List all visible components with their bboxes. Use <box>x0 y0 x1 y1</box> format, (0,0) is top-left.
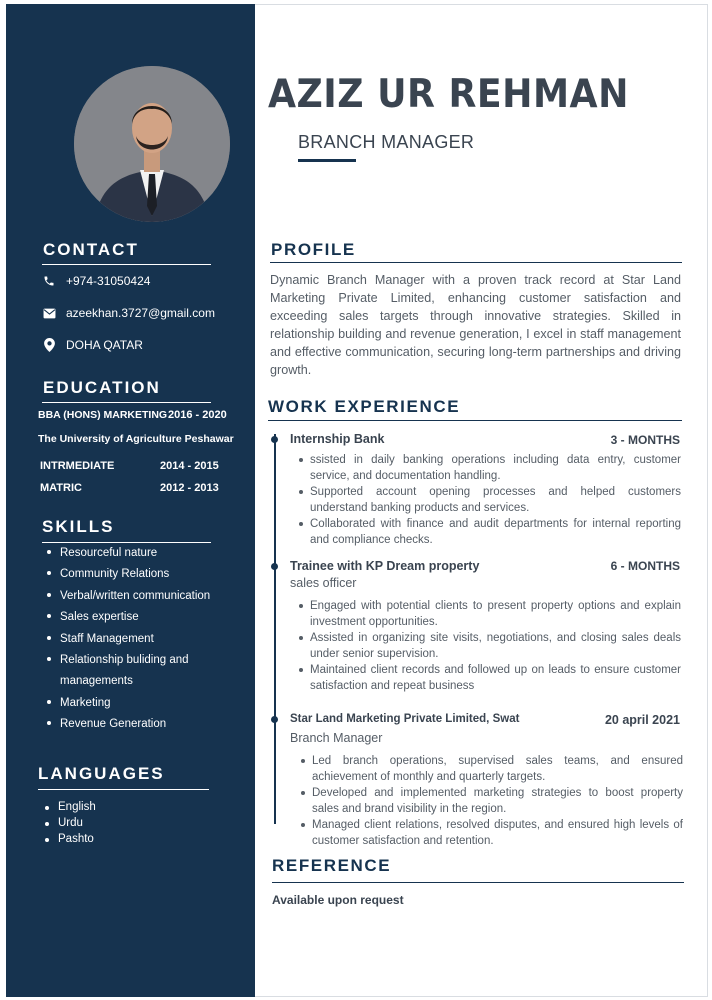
languages-heading: LANGUAGES <box>38 764 165 783</box>
profile-heading: PROFILE <box>271 240 356 259</box>
job-title: Internship Bank <box>290 432 385 446</box>
list-item: ssisted in daily banking operations including data entry, customer service, and documentation handling. <box>296 452 681 484</box>
education-university: The University of Agriculture Peshawar <box>38 433 234 445</box>
list-item: Resourceful nature <box>43 543 223 564</box>
job-bullets <box>296 452 681 548</box>
list-item: Assisted in organizing site visits, negotiations, and closing sales deals under senior supervision. <box>296 630 681 662</box>
education-heading: EDUCATION <box>43 378 161 397</box>
education-degree: BBA (HONS) MARKETING <box>38 409 168 421</box>
list-item: Community Relations <box>43 564 223 585</box>
job-bullets <box>298 753 683 849</box>
reference-divider <box>272 882 684 883</box>
phone-text: +974-31050424 <box>66 274 151 288</box>
list-item: Supported account opening processes and helped customers understand banking products and services. <box>296 484 681 516</box>
list-item: Collaborated with finance and audit departments for internal reporting and compliance checks. <box>296 516 681 548</box>
list-item: Relationship buliding and managements <box>43 650 193 693</box>
job-duration: 6 - MONTHS <box>610 559 680 573</box>
list-item: Managed client relations, resolved disputes, and ensured high levels of customer satisfaction and retention. <box>298 817 683 849</box>
candidate-title: BRANCH MANAGER <box>298 132 475 152</box>
profile-divider <box>270 262 682 263</box>
job-duration: 3 - MONTHS <box>610 433 680 447</box>
timeline-dot <box>271 716 278 723</box>
job-subtitle: sales officer <box>290 576 357 590</box>
list-item: Marketing <box>43 693 223 714</box>
skills-heading: SKILLS <box>42 517 115 536</box>
contact-location <box>42 338 143 352</box>
list-item: Sales expertise <box>43 607 223 628</box>
job-title: Star Land Marketing Private Limited, Swat <box>290 713 520 725</box>
contact-phone <box>42 274 150 288</box>
education-degree-years: 2016 - 2020 <box>168 409 227 421</box>
skills-list <box>43 543 223 736</box>
list-item: Engaged with potential clients to present property options and explain investment opportunities. <box>296 598 681 630</box>
list-item: Revenue Generation <box>43 714 223 735</box>
sidebar <box>6 4 255 997</box>
work-heading: WORK EXPERIENCE <box>268 397 461 416</box>
education-divider <box>42 402 211 403</box>
list-item: Maintained client records and followed up on leads to ensure customer satisfaction and repeat business <box>296 662 681 694</box>
title-underline <box>298 159 356 162</box>
education-inter-years: 2014 - 2015 <box>160 460 219 472</box>
languages-list <box>41 799 201 847</box>
phone-icon <box>42 274 56 288</box>
education-matric: MATRIC <box>40 482 82 494</box>
list-item: Staff Management <box>43 629 223 650</box>
timeline-dot <box>271 563 278 570</box>
education-matric-years: 2012 - 2013 <box>160 482 219 494</box>
education-inter: INTRMEDIATE <box>40 460 115 472</box>
contact-divider <box>42 264 211 265</box>
job-title: Trainee with KP Dream property <box>290 559 480 573</box>
mail-icon <box>42 306 56 320</box>
list-item: Pashto <box>41 831 201 847</box>
candidate-name: AZIZ UR REHMAN <box>268 72 629 117</box>
timeline-line <box>274 434 276 824</box>
contact-email <box>42 306 215 320</box>
reference-heading: REFERENCE <box>272 856 392 875</box>
location-text: DOHA QATAR <box>66 338 143 352</box>
list-item: Developed and implemented marketing strategies to boost property sales and brand visibility in the region. <box>298 785 683 817</box>
timeline-dot <box>271 436 278 443</box>
list-item: Led branch operations, supervised sales teams, and ensured achievement of monthly and quarterly targets. <box>298 753 683 785</box>
job-bullets <box>296 598 681 694</box>
email-text: azeekhan.3727@gmail.com <box>66 306 215 320</box>
list-item: Verbal/written communication <box>43 586 223 607</box>
list-item: Urdu <box>41 815 201 831</box>
list-item: English <box>41 799 201 815</box>
profile-text: Dynamic Branch Manager with a proven track record at Star Land Marketing Private Limited, enhancing customer satisfaction and exceeding sales targets through innovative strategies. Skilled in relationship building and revenue generation, I excel in staff management and effective communication, securing long-term partnerships and driving growth. <box>270 273 681 377</box>
job-duration: 20 april 2021 <box>604 713 680 727</box>
job-subtitle: Branch Manager <box>290 731 383 745</box>
languages-divider <box>38 789 209 790</box>
contact-heading: CONTACT <box>43 240 139 259</box>
work-divider <box>268 420 682 421</box>
profile-photo <box>74 66 230 222</box>
reference-text: Available upon request <box>272 893 404 907</box>
location-pin-icon <box>42 338 56 352</box>
